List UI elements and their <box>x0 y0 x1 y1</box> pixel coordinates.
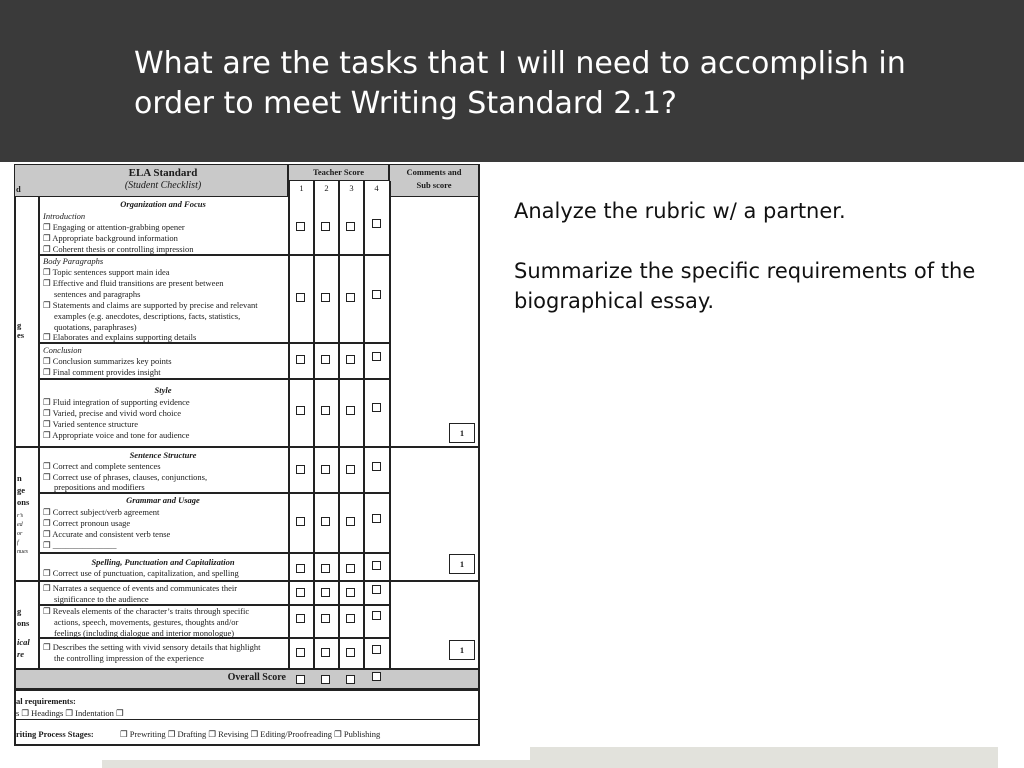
score-checkbox <box>321 222 330 231</box>
left-cut: ical <box>17 637 30 647</box>
grid-line <box>38 552 389 554</box>
score-checkbox <box>346 406 355 415</box>
org-c1: ❐ Conclusion summarizes key points <box>43 356 172 366</box>
org-b4: ❐ Elaborates and explains supporting details <box>43 332 197 342</box>
score-checkbox <box>372 585 381 594</box>
left-cut: ons <box>17 497 30 507</box>
narr-n2: ❐ Reveals elements of the character’s traits through specific <box>43 606 250 616</box>
grid-line <box>288 181 290 690</box>
grid-line <box>363 181 365 690</box>
score-checkbox <box>346 588 355 597</box>
score-checkbox <box>346 293 355 302</box>
process-items: ❐ Prewriting ❐ Drafting ❐ Revising ❐ Editing/Proofreading ❐ Publishing <box>120 729 381 739</box>
format-title: al requirements: <box>16 696 76 706</box>
narr-n2b: actions, speech, movements, gestures, thoughts and/or <box>54 617 239 627</box>
slide-title: What are the tasks that I will need to accomplish in order to meet Writing Standard 2.1? <box>134 46 906 121</box>
footer-bar <box>530 747 998 768</box>
header-left-cut: d <box>16 184 21 194</box>
org-b3: ❐ Statements and claims are supported by precise and relevant <box>43 300 258 310</box>
grid-line <box>338 181 340 690</box>
score-checkbox <box>321 406 330 415</box>
score-checkbox <box>296 648 305 657</box>
rubric-image <box>0 162 482 748</box>
org-b1: ❐ Topic sentences support main idea <box>43 267 170 277</box>
left-cut: f <box>17 540 19 546</box>
grid-line <box>38 378 389 380</box>
score-checkbox <box>296 588 305 597</box>
spell-title: Spelling, Punctuation and Capitalization <box>91 557 235 567</box>
footer-bar-lower <box>102 760 530 768</box>
style-title: Style <box>154 385 172 395</box>
grid-line <box>389 181 391 690</box>
score-checkbox <box>296 517 305 526</box>
style-s4: ❐ Appropriate voice and tone for audience <box>43 430 190 440</box>
left-cut: ons <box>17 618 30 628</box>
org-c2: ❐ Final comment provides insight <box>43 367 161 377</box>
sent-title: Sentence Structure <box>129 450 197 460</box>
score-col-3: 3 <box>349 183 354 193</box>
score-checkbox <box>296 675 305 684</box>
score-checkbox <box>346 675 355 684</box>
org-conc: Conclusion <box>43 345 82 355</box>
sent-s2b: prepositions and modifiers <box>54 482 145 492</box>
score-checkbox <box>372 514 381 523</box>
gram-title: Grammar and Usage <box>126 495 200 505</box>
org-title: Organization and Focus <box>120 199 206 209</box>
score-checkbox <box>346 614 355 623</box>
score-col-1: 1 <box>299 183 304 193</box>
score-checkbox <box>346 564 355 573</box>
score-checkbox <box>372 290 381 299</box>
score-checkbox <box>321 465 330 474</box>
score-checkbox <box>296 614 305 623</box>
org-b3c: quotations, paraphrases) <box>54 322 137 332</box>
score-checkbox <box>296 222 305 231</box>
score-checkbox <box>321 355 330 364</box>
style-s1: ❐ Fluid integration of supporting evidence <box>43 397 190 407</box>
score-col-2: 2 <box>324 183 329 193</box>
narr-n2c: feelings (including dialogue and interior monologue) <box>54 628 235 638</box>
header-subscore: Sub score <box>416 180 452 190</box>
header-comments: Comments and <box>406 167 462 177</box>
header-standard: ELA Standard <box>128 167 198 179</box>
score-checkbox <box>321 648 330 657</box>
score-checkbox <box>296 355 305 364</box>
org-b2: ❐ Effective and fluid transitions are present between <box>43 278 224 288</box>
score-checkbox <box>372 462 381 471</box>
score-checkbox <box>296 293 305 302</box>
grid-line <box>14 446 480 448</box>
score-checkbox <box>372 672 381 681</box>
score-checkbox <box>372 611 381 620</box>
slide-body <box>514 196 994 316</box>
score-checkbox <box>372 403 381 412</box>
left-cut: n <box>17 473 22 483</box>
style-subscore: 1 <box>449 423 475 443</box>
narr-n3b: the controlling impression of the experience <box>54 653 204 663</box>
grid-line <box>38 197 40 670</box>
score-checkbox <box>321 588 330 597</box>
left-cut: or <box>17 531 23 537</box>
score-checkbox <box>296 564 305 573</box>
org-body: Body Paragraphs <box>43 256 104 266</box>
score-checkbox <box>296 465 305 474</box>
org-i2: ❐ Appropriate background information <box>43 233 178 243</box>
header-subtitle: (Student Checklist) <box>124 180 202 191</box>
left-cut: g <box>17 606 22 616</box>
style-s2: ❐ Varied, precise and vivid word choice <box>43 408 181 418</box>
gram-g2: ❐ Correct pronoun usage <box>43 518 131 528</box>
org-i3: ❐ Coherent thesis or controlling impression <box>43 244 194 254</box>
spell-subscore: 1 <box>449 554 475 574</box>
grid-line <box>14 580 480 582</box>
gram-g1: ❐ Correct subject/verb agreement <box>43 507 160 517</box>
gram-g3: ❐ Accurate and consistent verb tense <box>43 529 171 539</box>
org-b2b: sentences and paragraphs <box>54 289 141 299</box>
org-intro: Introduction <box>43 211 86 221</box>
header-teacher-score: Teacher Score <box>312 167 365 177</box>
score-checkbox <box>372 561 381 570</box>
score-checkbox <box>372 645 381 654</box>
sent-s1: ❐ Correct and complete sentences <box>43 461 161 471</box>
score-checkbox <box>346 648 355 657</box>
narr-subscore: 1 <box>449 640 475 660</box>
score-checkbox <box>321 675 330 684</box>
score-checkbox <box>346 222 355 231</box>
score-checkbox <box>321 293 330 302</box>
sent-s2: ❐ Correct use of phrases, clauses, conjunctions, <box>43 472 208 482</box>
left-cut: re <box>17 649 25 659</box>
format-items: s ❐ Headings ❐ Indentation ❐ <box>16 708 124 718</box>
score-checkbox <box>372 352 381 361</box>
instruction-text: Analyze the rubric w/ a partner. <box>514 199 846 223</box>
score-checkbox <box>346 465 355 474</box>
task-text: Summarize the specific requirements of the biographical essay. <box>514 259 976 313</box>
left-cut: ed <box>17 522 23 528</box>
score-col-4: 4 <box>374 183 379 193</box>
org-b3b: examples (e.g. anecdotes, descriptions, facts, statistics, <box>54 311 241 321</box>
narr-n3: ❐ Describes the setting with vivid sensory details that highlight <box>43 642 261 652</box>
style-s3: ❐ Varied sentence structure <box>43 419 139 429</box>
score-checkbox <box>296 406 305 415</box>
narr-n1: ❐ Narrates a sequence of events and communicates their <box>43 583 238 593</box>
left-cut: nues <box>17 549 28 555</box>
score-checkbox <box>372 219 381 228</box>
overall-label: Overall Score <box>227 672 286 683</box>
org-i1: ❐ Engaging or attention-grabbing opener <box>43 222 185 232</box>
left-cut: g <box>17 320 22 330</box>
score-checkbox <box>321 517 330 526</box>
score-checkbox <box>346 517 355 526</box>
left-cut: es <box>17 330 25 340</box>
title-banner <box>0 0 1024 162</box>
narr-n1b: significance to the audience <box>54 594 149 604</box>
score-checkbox <box>346 355 355 364</box>
grid-line <box>313 181 315 690</box>
left-cut: r’s <box>17 513 24 519</box>
left-cut: ge <box>17 485 26 495</box>
score-checkbox <box>321 564 330 573</box>
spell-s1: ❐ Correct use of punctuation, capitalization, and spelling <box>43 568 239 578</box>
gram-g4: ❐ _______________ <box>43 540 117 550</box>
score-checkbox <box>321 614 330 623</box>
process-label: riting Process Stages: <box>16 729 94 739</box>
